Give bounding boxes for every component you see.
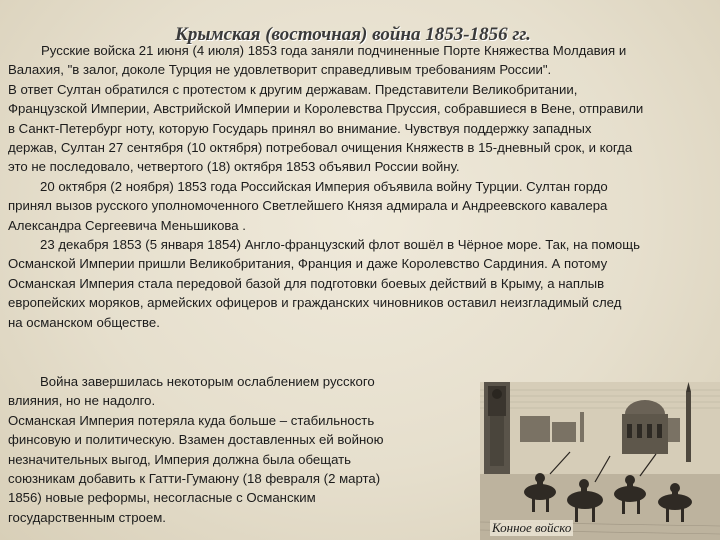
slide-title: Крымская (восточная) война 1853-1856 гг. [175, 24, 531, 45]
text-line: в Санкт-Петербург ноту, которую Государь принял во внимание. Чувствуя поддержку западных [8, 120, 592, 136]
text-line: Османская Империя стала передовой базой для подготовки боевых действий в Крыму, а наплыв [8, 275, 605, 291]
text-line: Александра Сергеевича Меньшикова . [8, 217, 246, 233]
text-line: это не последовало, четвертого (18) октября 1853 объявил России войну. [8, 159, 460, 175]
text-line: 23 декабря 1853 (5 января 1854) Англо-французский флот вошёл в Чёрное море. Так, на помощь [40, 237, 640, 253]
text-line: Война завершилась некоторым ослаблением русского [40, 374, 375, 389]
text-line: незначительных выгод, Империя должна была обещать [8, 451, 352, 467]
text-line: Валахия, "в залог, доколе Турция не удовлетворит справедливым требованиям России". [8, 62, 552, 78]
text-line: принял вызов русского уполномоченного Светлейшего Князя адмирала и Андреевского кавалера [8, 198, 608, 214]
text-line: 1856) новые реформы, несогласные с Османским [8, 490, 316, 506]
image-caption: Конное войско [492, 520, 572, 535]
text-line: государственным строем. [8, 509, 166, 525]
text-line: В ответ Султан обратился с протестом к другим державам. Представители Великобритании, [8, 81, 578, 97]
text-line: влияния, но не надолго. [8, 393, 156, 409]
text-line: Османская Империя потеряла куда больше – стабильность [8, 412, 375, 428]
text-line: европейских моряков, армейских офицеров и гражданских чиновников оставил неизгладимый след [8, 295, 622, 311]
text-line: финсовую и политическую. Взамен доставленных ей войною [8, 432, 384, 448]
text-line: на османском обществе. [8, 314, 160, 330]
text-line: Русские войска 21 июня (4 июля) 1853 года заняли подчиненные Порте Княжества Молдавия и [41, 43, 627, 58]
text-line: Османской Империи пришли Великобритания, Франция и даже Королевство Сардиния. А потому [8, 256, 608, 272]
main-text [8, 41, 714, 332]
cavalry-engraving-image [480, 382, 720, 540]
text-line: Французской Империи, Австрийской Империи и Королевства Пруссия, собравшиеся в Вене, отправили [8, 101, 644, 117]
text-line: 20 октября (2 ноября) 1853 года Российская Империя объявила войну Турции. Султан гордо [40, 178, 608, 194]
text-line: союзникам добавить к Гатти-Гумаюну (18 февраля (2 марта) [8, 471, 381, 487]
conclusion-text [8, 372, 438, 527]
text-line: держав, Султан 27 сентября (10 октября) потребовал очищения Княжеств в 15-дневный срок, и когда [8, 140, 633, 156]
